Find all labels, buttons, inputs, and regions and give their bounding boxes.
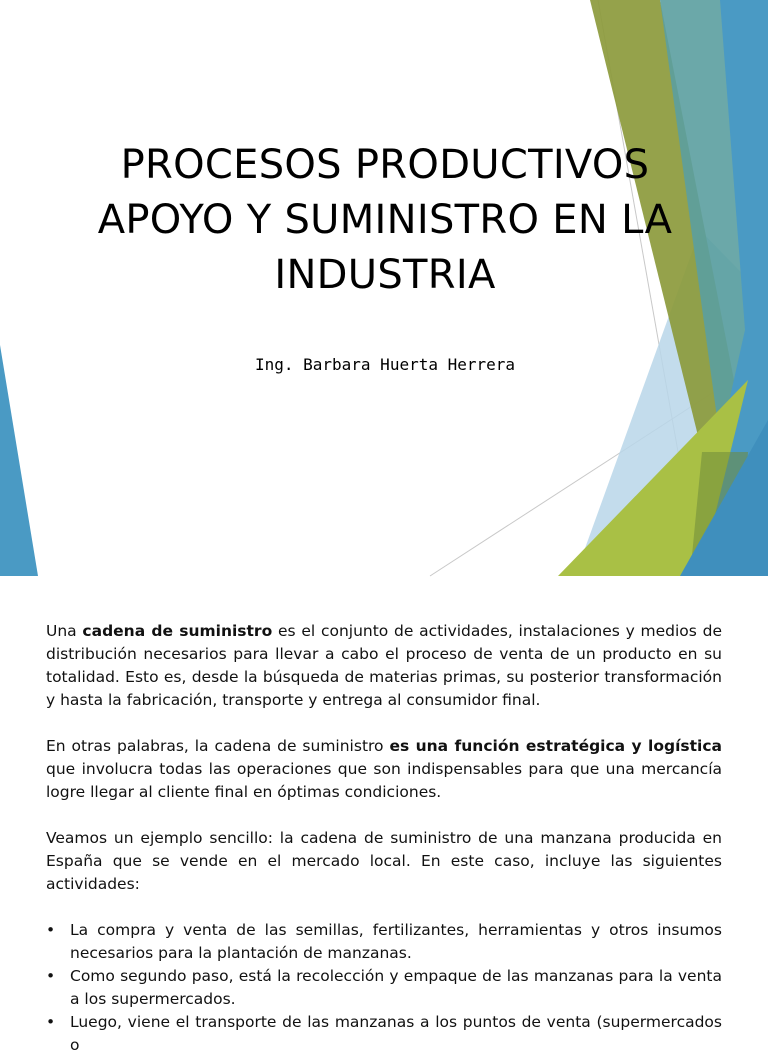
paragraph-3: Veamos un ejemplo sencillo: la cadena de suministro de una manzana producida en España que se vende en el mercado local. En este caso, incluye las siguientes actividades: — [46, 829, 722, 893]
list-item — [46, 919, 722, 965]
list-item — [46, 1011, 722, 1057]
slide-subtitle: Ing. Barbara Huerta Herrera — [254, 355, 516, 374]
paragraph-1-bold: cadena de suministro — [82, 622, 273, 640]
paragraph-1 — [46, 620, 722, 712]
list-item-text: Como segundo paso, está la recolección y empaque de las manzanas para la venta a los supermercados. — [70, 967, 722, 1008]
bullet-icon: • — [46, 1013, 56, 1031]
bullet-icon: • — [46, 967, 56, 985]
list-item-text: La compra y venta de las semillas, fertilizantes, herramientas y otros insumos necesarios para la plantación de manzanas. — [70, 921, 722, 962]
paragraph-2-post: que involucra todas las operaciones que son indispensables para que una mercancía logre llegar al cliente final en óptimas condiciones. — [46, 760, 722, 801]
activities-list — [46, 919, 722, 1057]
slide-title-line-2: APOYO Y SUMINISTRO EN LA — [97, 197, 673, 243]
paragraph-1-pre: Una — [46, 622, 83, 640]
list-item-text: Luego, viene el transporte de las manzanas a los puntos de venta (supermercados o — [70, 1013, 722, 1054]
slide-title-line-3: INDUSTRIA — [274, 252, 496, 298]
slide-title-line-1: PROCESOS PRODUCTIVOS — [120, 142, 650, 188]
paragraph-1-post: es el conjunto de actividades, instalaciones y medios de distribución necesarios para llevar a cabo el proceso de venta de un producto en su totalidad. Esto es, desde la búsqueda de materias primas, su posterior transformación y hasta la fabricación, transporte y entrega al consumidor final. — [46, 622, 722, 709]
paragraph-2 — [46, 735, 722, 804]
left-blue-wedge — [0, 345, 38, 576]
list-item — [46, 965, 722, 1011]
slide-title — [60, 138, 710, 303]
document-body — [46, 620, 722, 1057]
bullet-icon: • — [46, 921, 56, 939]
paragraph-2-bold: es una función estratégica y logística — [389, 737, 723, 755]
paragraph-2-pre: En otras palabras, la cadena de suministro — [46, 737, 390, 755]
